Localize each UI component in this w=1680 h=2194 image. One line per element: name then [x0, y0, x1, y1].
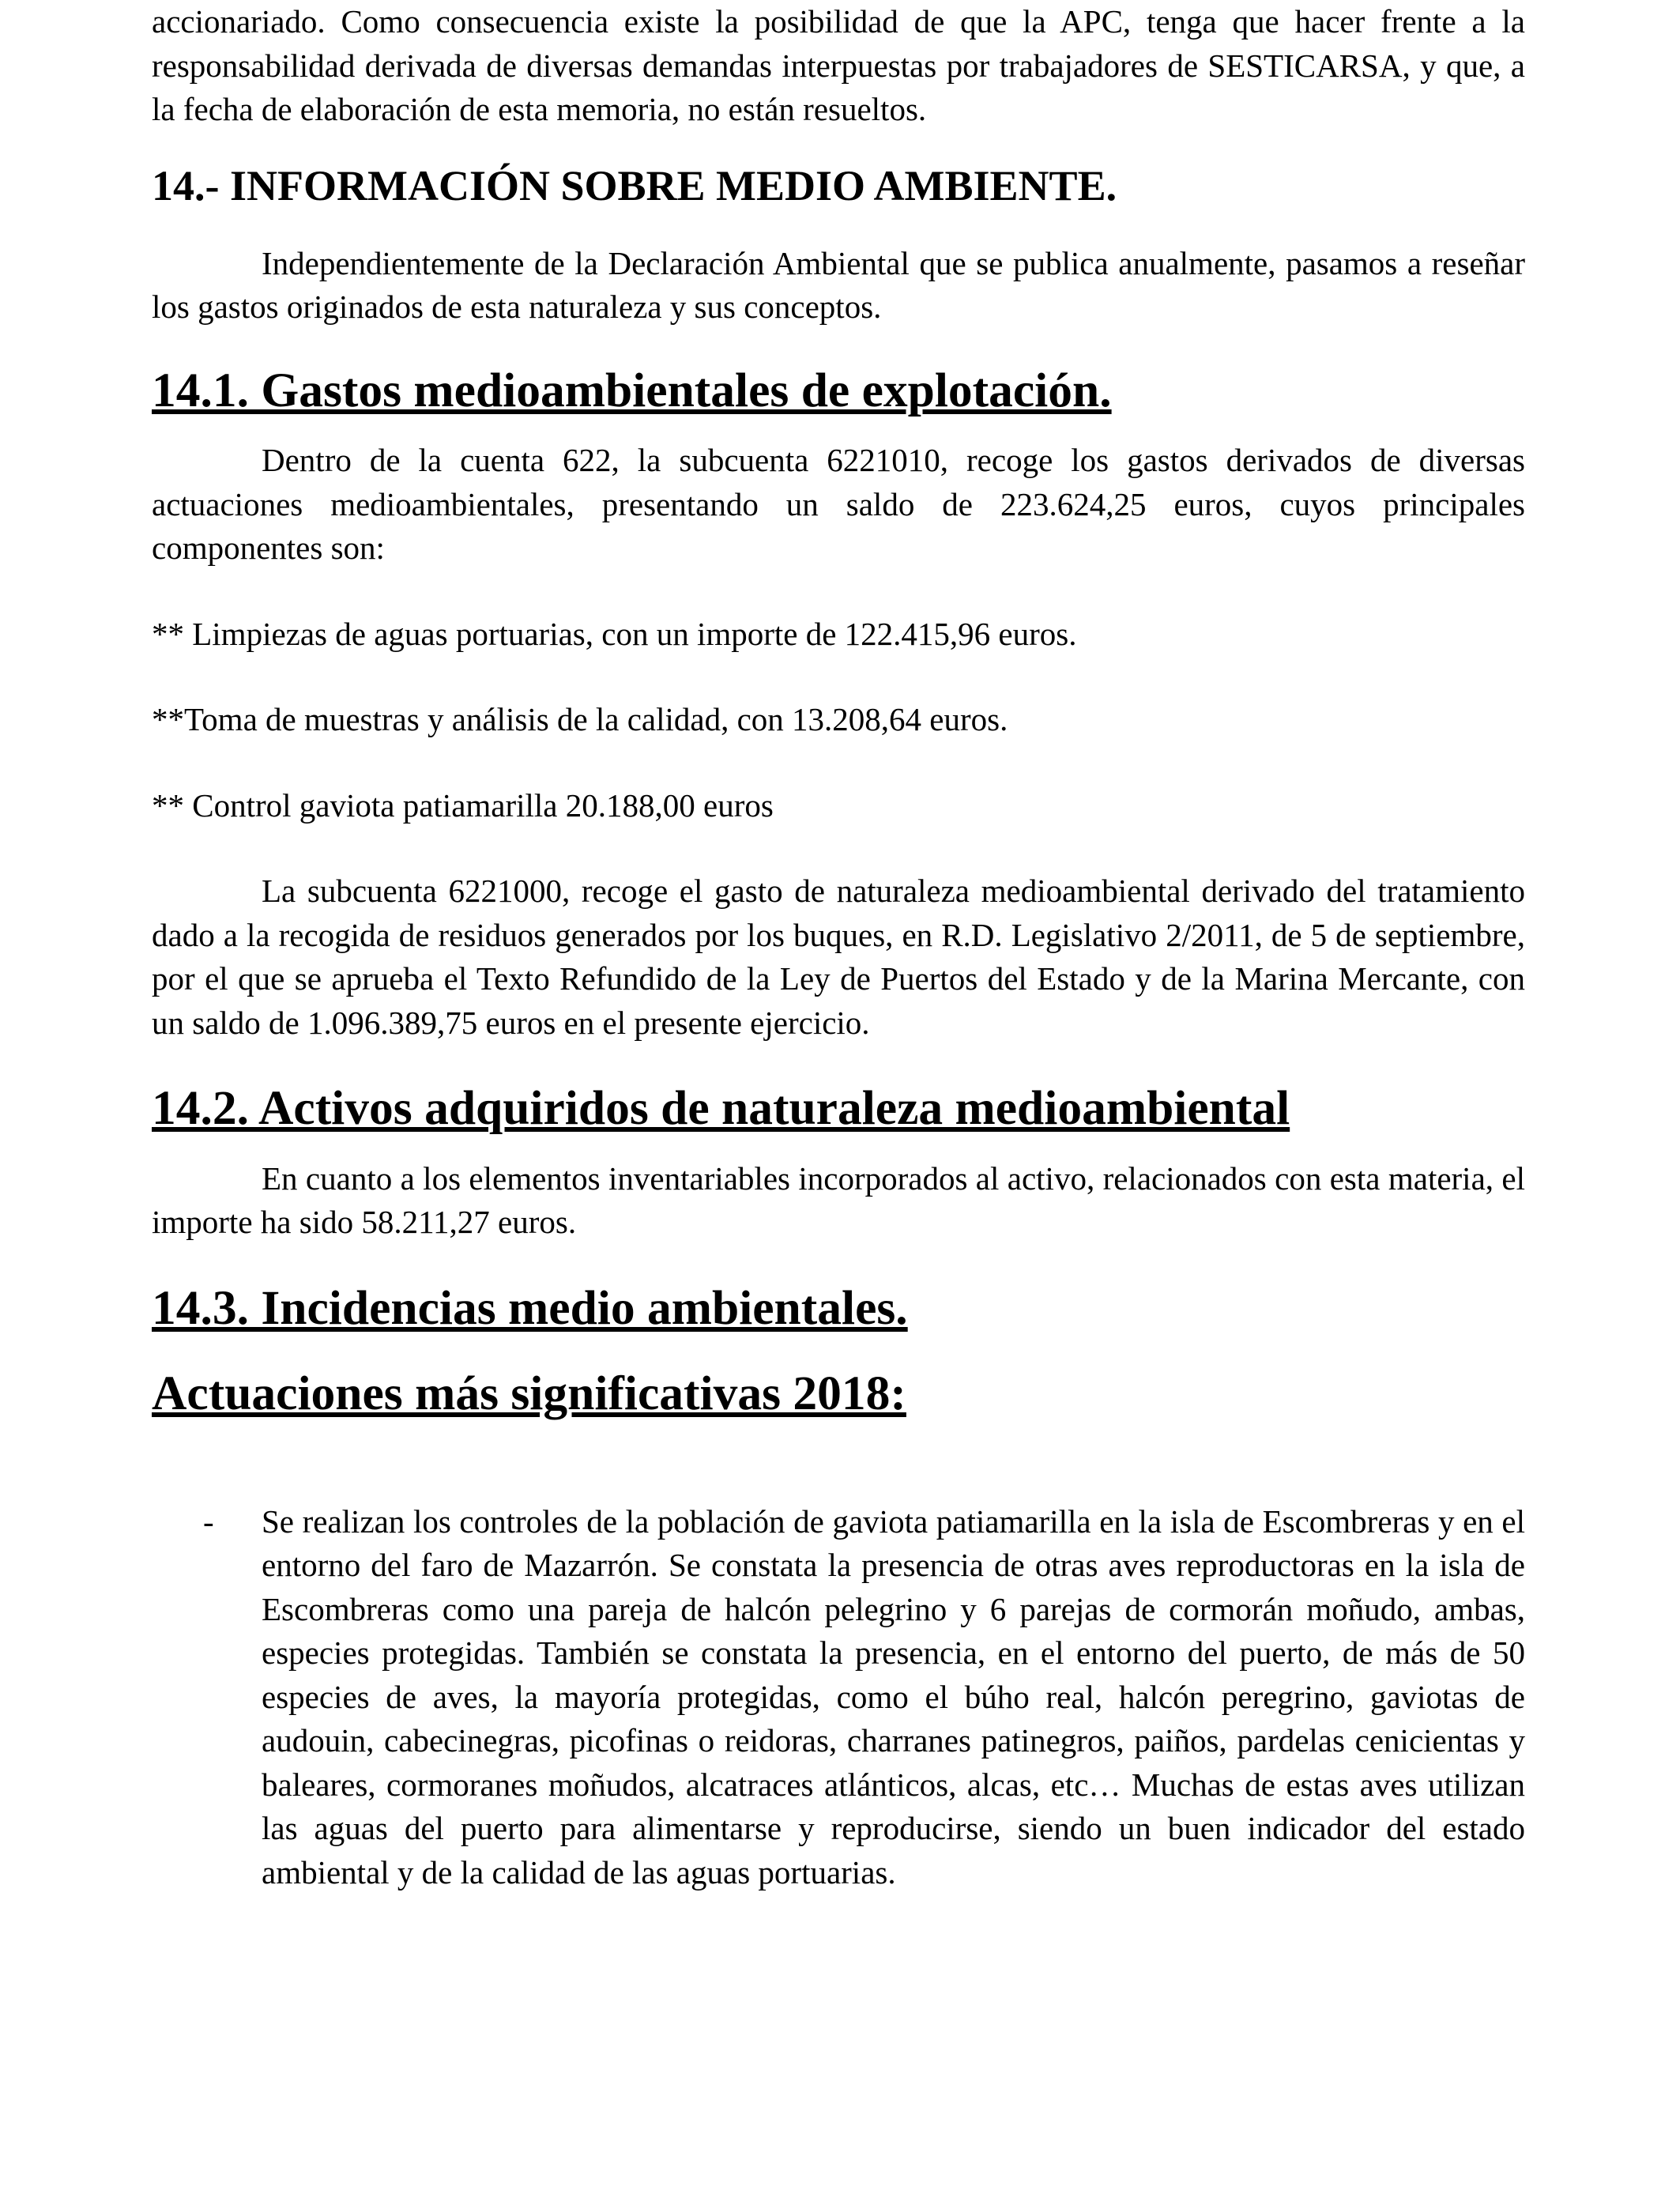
list-item [152, 1500, 1525, 1895]
actions-list [152, 1500, 1525, 1895]
section-14-2-title: 14.2. Activos adquiridos de naturaleza medioambiental [152, 1081, 1290, 1135]
intro-paragraph: accionariado. Como consecuencia existe la posibilidad de que la APC, tenga que hacer frente a la responsabilidad derivada de diversas demandas interpuestas por trabajadores de SESTICARSA, y que, a la fecha de elaboración de esta memoria, no están resueltos. [152, 3, 1525, 127]
expense-item-3: ** Control gaviota patiamarilla 20.188,00 euros [152, 786, 774, 824]
section-14-1-title: 14.1. Gastos medioambientales de explotación. [152, 363, 1112, 417]
document-page [152, 0, 1525, 1894]
expense-item-2: **Toma de muestras y análisis de la calidad, con 13.208,64 euros. [152, 701, 1008, 737]
section-14-3-subtitle: Actuaciones más significativas 2018: [152, 1367, 906, 1420]
section-14-2-paragraph: En cuanto a los elementos inventariables incorporados al activo, relacionados con esta materia, el importe ha sido 58.211,27 euros. [152, 1159, 1525, 1240]
section-14-1-paragraph: Dentro de la cuenta 622, la subcuenta 6221010, recoge los gastos derivados de diversas actuaciones medioambientales, presentando un saldo de 223.624,25 euros, cuyos principales componentes son: [152, 442, 1525, 566]
section-14-title: 14.- INFORMACIÓN SOBRE MEDIO AMBIENTE. [152, 161, 1117, 209]
list-item-text: Se realizan los controles de la población de gaviota patiamarilla en la isla de Escombreras y en el entorno del faro de Mazarrón. Se constata la presencia de otras aves reproductoras en la isla de Escombreras como una pareja de halcón pelegrino y 6 parejas de cormorán moñudo, ambas, especies protegidas. También se constata la presencia, en el entorno del puerto, de más de 50 especies de aves, la mayoría protegidas, como el búho real, halcón peregrino, gaviotas de audouin, cabecinegras, picofinas o reidoras, charranes patinegros, paiños, pardelas cenicientas y baleares, cormoranes moñudos, alcatraces atlánticos, alcas, etc… Muchas de estas aves utilizan las aguas del puerto para alimentarse y reproducirse, siendo un buen indicador del estado ambiental y de la calidad de las aguas portuarias. [262, 1502, 1525, 1891]
section-14-3-title: 14.3. Incidencias medio ambientales. [152, 1280, 908, 1335]
section-14-1-paragraph-2: La subcuenta 6221000, recoge el gasto de naturaleza medioambiental derivado del tratamiento dado a la recogida de residuos generados por los buques, en R.D. Legislativo 2/2011, de 5 de septiembre, por el que se aprueba el Texto Refundido de la Ley de Puertos del Estado y de la Marina Mercante, con un saldo de 1.096.389,75 euros en el presente ejercicio. [152, 873, 1525, 1041]
dash-bullet-icon: - [203, 1502, 214, 1540]
section-14-intro: Independientemente de la Declaración Ambiental que se publica anualmente, pasamos a reseñar los gastos originados de esta naturaleza y sus conceptos. [152, 244, 1525, 325]
expense-item-1: ** Limpiezas de aguas portuarias, con un importe de 122.415,96 euros. [152, 615, 1077, 652]
